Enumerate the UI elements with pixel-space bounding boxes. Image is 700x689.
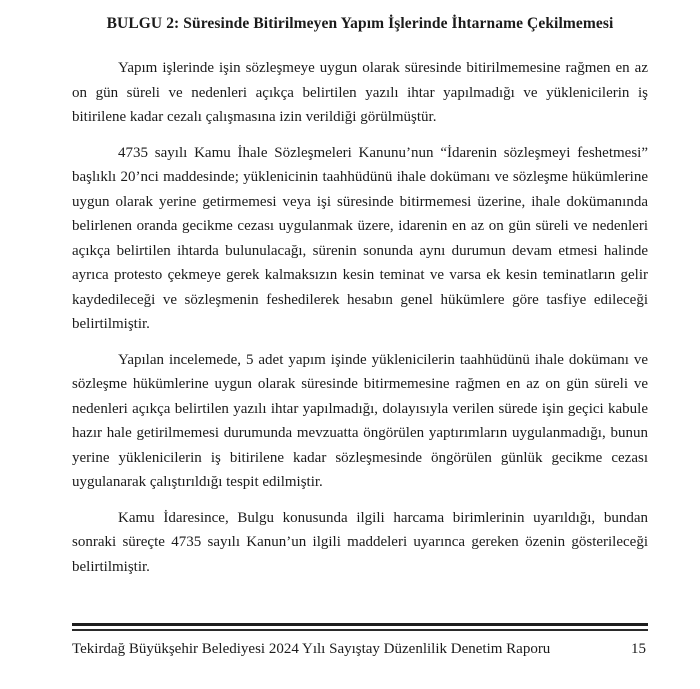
footer-report-title: Tekirdağ Büyükşehir Belediyesi 2024 Yılı Sayıştay Düzenlilik Denetim Raporu [72,641,551,657]
footer-page-number: 15 [631,641,646,657]
page-content [72,12,648,590]
footer-double-rule [72,623,648,631]
paragraph-summary: Yapım işlerinde işin sözleşmeye uygun olarak süresinde bitirilmemesine rağmen en az on gün süreli ve nedenleri açıkça belirtilen yazılı ihtar yapılmadığı ve yüklenicilerin iş bitirilene kadar cezalı çalışmasına izin verildiği görülmüştür. [72,60,648,125]
paragraph-administration-response: Kamu İdaresince, Bulgu konusunda ilgili harcama birimlerinin uyarıldığı, bundan sonraki süreçte 4735 sayılı Kanun’un ilgili maddeleri uyarınca gereken özenin gösterileceği belirtilmiştir. [72,509,648,575]
paragraph-legal-basis: 4735 sayılı Kamu İhale Sözleşmeleri Kanunu’nun “İdarenin sözleşmeyi feshetmesi” başlıklı 20’nci maddesinde; yüklenicinin taahhüdünü ihale dokümanı ve sözleşme hükümlerine uygun olarak yerine getirmemesi veya işi süresinde bitirmemesi üzerine, ihale dokümanında belirlenen oranda gecikme cezası uygulanmak üzere, idarenin en az on gün süreli ve nedenleri açıkça belirtilen ihtarda bulunulacağı, sürenin sonunda aynı durumun devam etmesi halinde ayrıca protesto çekmeye gerek kalmaksızın kesin teminat ve varsa ek kesin teminatların gelir kaydedileceği ve sözleşmenin feshedilerek hesabın genel hükümlere göre tasfiye edileceği belirtilmiştir. [72,144,648,332]
page-footer [72,623,648,660]
footer-row [72,638,648,660]
finding-title: BULGU 2: Süresinde Bitirilmeyen Yapım İşlerinde İhtarname Çekilmemesi [106,15,614,32]
paragraph-examination-result: Yapılan incelemede, 5 adet yapım işinde yüklenicilerin taahhüdünü ihale dokümanı ve sözleşme hükümlerine uygun olarak süresinde bitirmemesine rağmen en az on gün süreli ve nedenleri açıkça belirtilen yazılı ihtar yapılmadığı, dolayısıyla verilen sürede işin geçici kabule hazır hale getirilmemesi durumunda mevzuatta öngörülen yaptırımların uygulanmadığı, bunun yerine yüklenicilerin iş bitirilene kadar sözleşmesinde öngörülen günlük gecikme cezası uygulanarak çalıştırıldığı tespit edilmiştir. [72,351,648,490]
